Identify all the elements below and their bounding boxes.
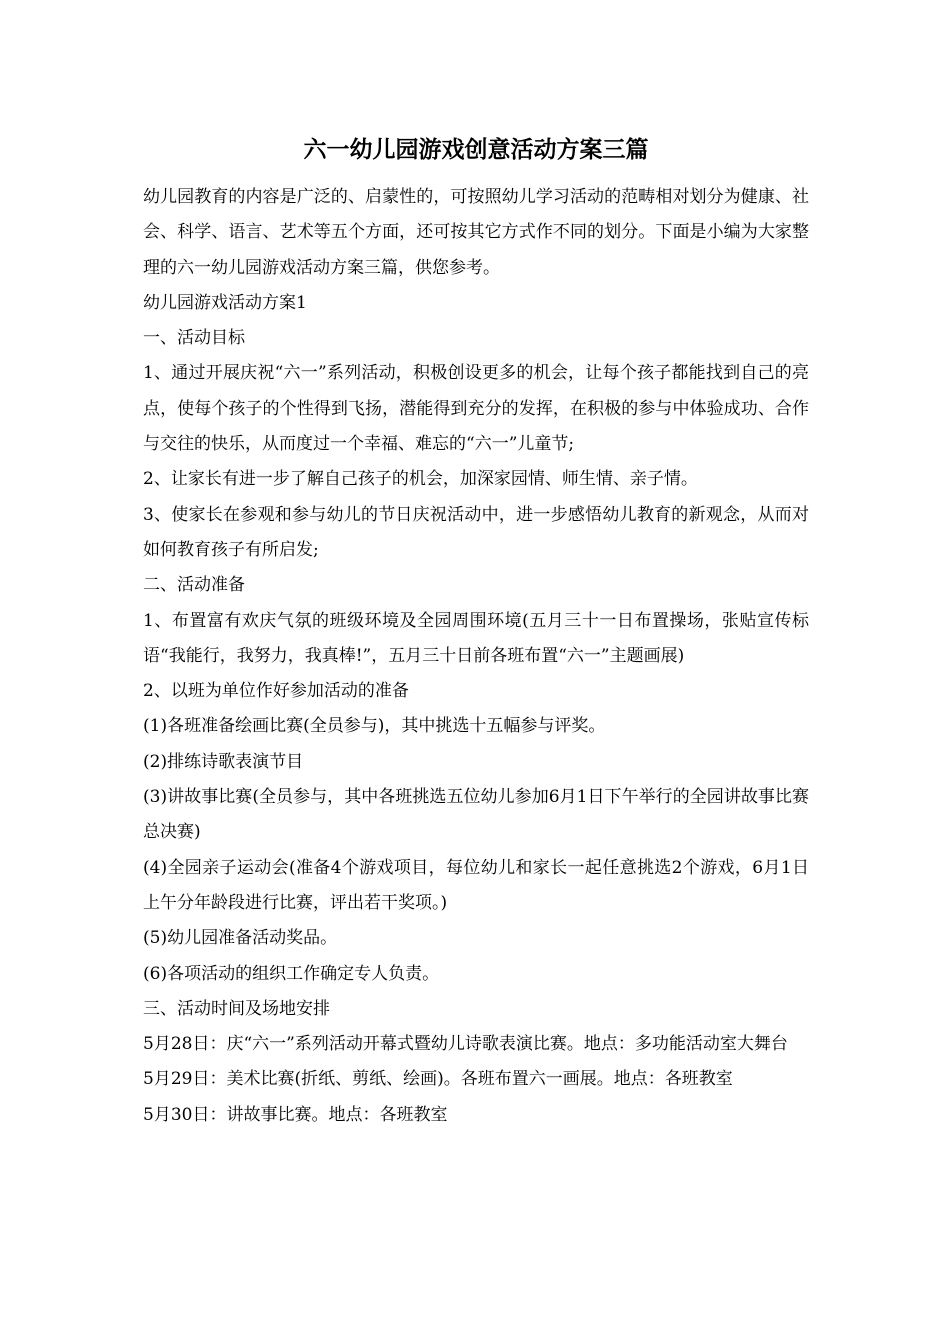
paragraph-prep-item-2: (2)排练诗歌表演节目 xyxy=(143,751,304,772)
paragraph-goal-1: 1、通过开展庆祝“六一”系列活动，积极创设更多的机会，让每个孩子都能找到自己的亮点，使每个孩子的个性得到飞扬，潜能得到充分的发挥，在积极的参与中体验成功、合作与交往的快乐，从而度过一个幸福、难忘的“六一”儿童节; xyxy=(143,363,809,455)
paragraph-goal-3: 3、使家长在参观和参与幼儿的节日庆祝活动中，进一步感悟幼儿教育的新观念，从而对如何教育孩子有所启发; xyxy=(143,504,809,560)
heading-schedule: 三、活动时间及场地安排 xyxy=(143,998,330,1019)
heading-activity-preparation: 二、活动准备 xyxy=(143,575,245,596)
document-content xyxy=(143,128,809,1133)
paragraph-intro: 幼儿园教育的内容是广泛的、启蒙性的，可按照幼儿学习活动的范畴相对划分为健康、社会、科学、语言、艺术等五个方面，还可按其它方式作不同的划分。下面是小编为大家整理的六一幼儿园游戏活动方案三篇，供您参考。 xyxy=(143,187,809,278)
paragraph-schedule-may-30: 5月30日：讲故事比赛。地点：各班教室 xyxy=(143,1104,448,1125)
paragraph-prep-item-3: (3)讲故事比赛(全员参与，其中各班挑选五位幼儿参加6月1日下午举行的全园讲故事比赛总决赛) xyxy=(143,787,809,843)
section-heading-plan-1: 幼儿园游戏活动方案1 xyxy=(143,292,307,313)
paragraph-prep-1: 1、布置富有欢庆气氛的班级环境及全园周围环境(五月三十一日布置操场，张贴宣传标语“我能行，我努力，我真棒!”，五月三十日前各班布置“六一”主题画展) xyxy=(143,610,809,666)
paragraph-prep-item-5: (5)幼儿园准备活动奖品。 xyxy=(143,928,338,949)
heading-activity-goals: 一、活动目标 xyxy=(143,328,245,349)
document-title: 六一幼儿园游戏创意活动方案三篇 xyxy=(303,136,649,163)
paragraph-prep-2: 2、以班为单位作好参加活动的准备 xyxy=(143,681,409,702)
paragraph-prep-item-6: (6)各项活动的组织工作确定专人负责。 xyxy=(143,963,440,984)
paragraph-prep-item-4: (4)全园亲子运动会(准备4个游戏项目，每位幼儿和家长一起任意挑选2个游戏，6月1日上午分年龄段进行比赛，评出若干奖项。) xyxy=(143,857,809,913)
paragraph-goal-2: 2、让家长有进一步了解自己孩子的机会，加深家园情、师生情、亲子情。 xyxy=(143,469,698,490)
paragraph-schedule-may-28: 5月28日：庆“六一”系列活动开幕式暨幼儿诗歌表演比赛。地点：多功能活动室大舞台 xyxy=(143,1034,788,1055)
paragraph-prep-item-1: (1)各班准备绘画比赛(全员参与)，其中挑选十五幅参与评奖。 xyxy=(143,716,606,737)
paragraph-schedule-may-29: 5月29日：美术比赛(折纸、剪纸、绘画)。各班布置六一画展。地点：各班教室 xyxy=(143,1069,733,1090)
